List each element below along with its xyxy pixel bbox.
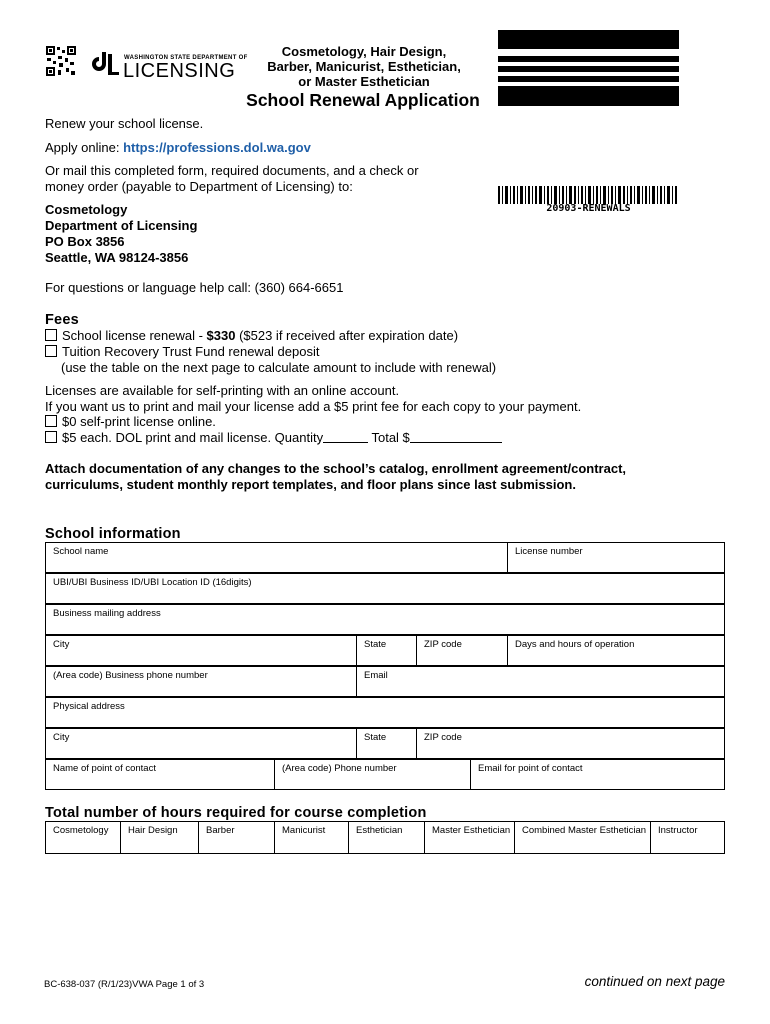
agency-name-top: WASHINGTON STATE DEPARTMENT OF [124,55,248,61]
hours-esthetician-field[interactable]: Esthetician [348,822,424,853]
renew-text: Renew your school license. [45,116,204,131]
dol-logo-icon [90,52,120,76]
self-print-option: $0 self-print license online. [45,414,216,430]
fees-heading: Fees [45,312,79,328]
apply-online-link[interactable]: https://professions.dol.wa.gov [123,140,311,155]
table-row [45,821,725,854]
quantity-field[interactable] [323,442,368,443]
tuition-checkbox[interactable] [45,345,57,357]
form-id: BC-638-037 (R/1/23)VWA Page 1 of 3 [44,979,205,990]
ubi-field[interactable]: UBI/UBI Business ID/UBI Location ID (16digits) [53,577,252,588]
license-number-field[interactable]: License number [507,543,726,572]
total-field[interactable] [410,442,502,443]
hours-manicurist-field[interactable]: Manicurist [274,822,348,853]
tuition-note: (use the table on the next page to calculate amount to include with renewal) [61,360,497,375]
table-row [45,542,725,573]
email-field[interactable]: Email [356,667,726,696]
hours-hair-design-field[interactable]: Hair Design [120,822,198,853]
mailing-address-field[interactable]: Business mailing address [53,608,161,619]
hours-cosmetology-field[interactable]: Cosmetology [53,825,109,836]
hours-combined-master-field[interactable]: Combined Master Esthetician [514,822,650,853]
hours-instructor-field[interactable]: Instructor [650,822,726,853]
table-row [45,635,725,666]
fee-renewal-item: School license renewal - $330 ($523 if received after expiration date) [45,328,458,344]
office-use-block [498,30,679,106]
table-row [45,728,725,759]
mail-print-option: $5 each. DOL print and mail license. Quantity Total $ [45,430,502,446]
hours-heading: Total number of hours required for course completion [45,805,427,821]
state-field[interactable]: State [356,636,416,665]
contact-email-field[interactable]: Email for point of contact [470,760,726,789]
physical-address-field[interactable]: Physical address [53,701,125,712]
qr-code-icon [46,46,76,76]
mail-instructions: Or mail this completed form, required documents, and a check or money order (payable to Department of Licensing) to: [45,163,419,194]
apply-online-line: Apply online: https://professions.dol.wa.gov [45,140,311,155]
city-field[interactable]: City [53,639,70,650]
help-phone-text: For questions or language help call: (360) 664-6651 [45,280,344,295]
business-phone-field[interactable]: (Area code) Business phone number [53,670,208,681]
physical-city-field[interactable]: City [53,732,70,743]
continued-note: continued on next page [584,974,725,989]
contact-phone-field[interactable]: (Area code) Phone number [274,760,470,789]
days-hours-field[interactable]: Days and hours of operation [507,636,726,665]
mail-print-checkbox[interactable] [45,431,57,443]
contact-name-field[interactable]: Name of point of contact [53,763,156,774]
school-info-table [45,542,725,790]
attach-instructions: Attach documentation of any changes to the school’s catalog, enrollment agreement/contract, curriculums, student monthly report templates, and floor plans since last submission. [45,461,627,492]
table-row [45,604,725,635]
fee-tuition-item: Tuition Recovery Trust Fund renewal deposit [45,344,319,360]
agency-name-main: LICENSING [123,60,236,82]
school-info-heading: School information [45,526,181,542]
table-row [45,666,725,697]
hours-table [45,821,725,854]
table-row [45,573,725,604]
print-info: Licenses are available for self-printing with an online account. If you want us to print and mail your license add a $5 print fee for each copy to your payment. [45,383,582,414]
form-subtitle: Cosmetology, Hair Design, Barber, Manicurist, Esthetician, or Master Esthetician [267,44,461,89]
hours-barber-field[interactable]: Barber [198,822,274,853]
form-title: School Renewal Application [246,90,480,110]
zip-field[interactable]: ZIP code [416,636,507,665]
renewal-checkbox[interactable] [45,329,57,341]
barcode-icon [498,186,679,204]
table-row [45,697,725,728]
physical-state-field[interactable]: State [356,729,416,758]
school-name-field[interactable]: School name [53,546,109,557]
self-print-checkbox[interactable] [45,415,57,427]
physical-zip-field[interactable]: ZIP code [416,729,726,758]
hours-master-esthetician-field[interactable]: Master Esthetician [424,822,514,853]
mailing-address: Cosmetology Department of Licensing PO Box 3856 Seattle, WA 98124-3856 [45,202,198,265]
table-row [45,759,725,790]
barcode-label: 20903-RENEWALS [546,203,631,214]
